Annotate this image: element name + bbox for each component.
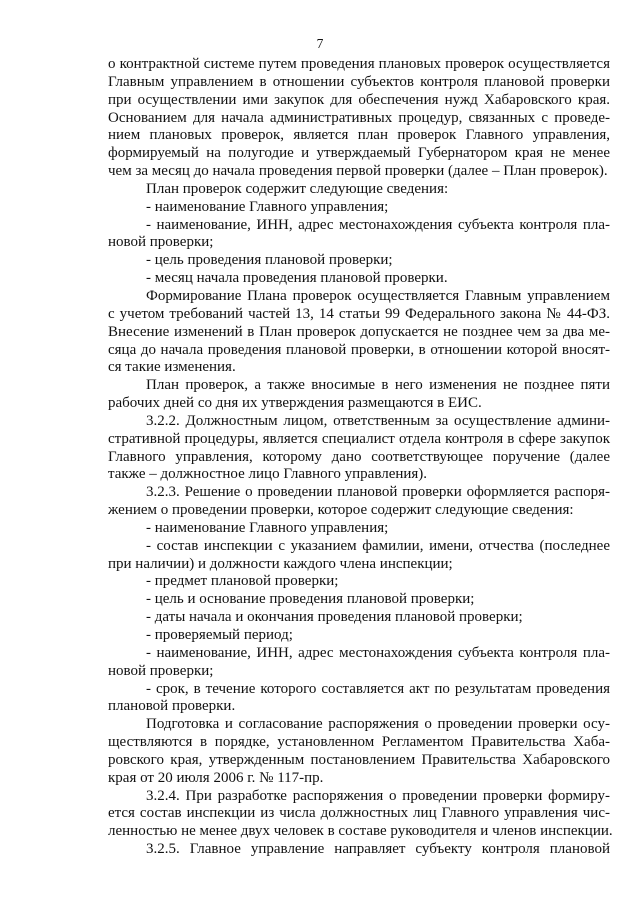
text-line: Главного управления, которому дано соответствующее поручение (далее	[108, 448, 610, 465]
text-line: плановой проверки.	[108, 698, 236, 715]
text-line: жением о проведении проверки, которое содержит следующие сведения:	[108, 502, 574, 519]
text-line: новой проверки;	[108, 234, 214, 251]
text-line: с учетом требований частей 13, 14 статьи 99 Федерального закона № 44-ФЗ.	[108, 305, 610, 322]
text-line: - даты начала и окончания проведения плановой проверки;	[146, 609, 523, 626]
text-line: - наименование Главного управления;	[146, 519, 389, 536]
text-line: при осуществлении ими закупок для обеспечения нужд Хабаровского края.	[108, 91, 610, 108]
text-line: 3.2.2. Должностным лицом, ответственным за осуществление админи-	[146, 412, 610, 429]
text-line: - цель и основание проведения плановой проверки;	[146, 591, 475, 608]
text-line: - месяц начала проведения плановой проверки.	[146, 270, 448, 287]
text-line: - срок, в течение которого составляется акт по результатам проведения	[146, 680, 610, 697]
text-line: ленностью не менее двух человек в составе руководителя и членов инспекции.	[108, 823, 613, 840]
text-line: План проверок, а также вносимые в него изменения не позднее пяти	[146, 377, 610, 394]
text-line: 3.2.3. Решение о проведении плановой проверки оформляется распоря-	[146, 484, 610, 501]
text-line: ровского края, утвержденным постановлением Правительства Хабаровского	[108, 751, 610, 768]
text-line: стративной процедуры, является специалист отдела контроля в сфере закупок	[108, 430, 610, 447]
text-line: Подготовка и согласование распоряжения о проведении проверки осу-	[146, 716, 610, 733]
text-line: ществляются в порядке, установленном Регламентом Правительства Хаба-	[108, 734, 610, 751]
text-line: Формирование Плана проверок осуществляется Главным управлением	[146, 287, 610, 304]
text-line: - наименование, ИНН, адрес местонахождения субъекта контроля пла-	[146, 216, 610, 233]
text-line: - цель проведения плановой проверки;	[146, 252, 393, 269]
text-line: ется состав инспекции из числа должностных лиц Главного управления чис-	[108, 805, 610, 822]
text-line: ся такие изменения.	[108, 359, 236, 376]
page-number: 7	[316, 36, 324, 51]
text-line: Внесение изменений в План проверок допускается не позднее чем за два ме-	[108, 323, 610, 340]
text-line: 3.2.5. Главное управление направляет субъекту контроля плановой	[146, 841, 610, 858]
text-line: - проверяемый период;	[146, 627, 293, 643]
text-line: 3.2.4. При разработке распоряжения о проведении проверки формиру-	[146, 787, 610, 804]
text-line: - наименование Главного управления;	[146, 198, 389, 215]
text-line: нием плановых проверок, является план проверок Главного управления,	[108, 127, 610, 144]
text-line: сяца до начала проведения плановой проверки, в отношении которой вносят-	[108, 341, 610, 358]
text-line: также – должностное лицо Главного управления).	[108, 466, 428, 483]
document-body	[108, 56, 613, 859]
text-line: - состав инспекции с указанием фамилии, имени, отчества (последнее	[146, 537, 610, 554]
text-line: формируемый на полугодие и утверждаемый Губернатором края не менее	[108, 145, 610, 162]
text-line: о контрактной системе путем проведения плановых проверок осуществляется	[108, 56, 610, 72]
text-line: План проверок содержит следующие сведения:	[146, 180, 449, 197]
text-line: чем за месяц до начала проведения первой проверки (далее – План проверок).	[108, 163, 608, 180]
text-line: при наличии) и должности каждого члена инспекции;	[108, 555, 453, 572]
text-line: Главным управлением в отношении субъектов контроля плановой проверки	[108, 73, 610, 90]
text-line: новой проверки;	[108, 662, 214, 679]
text-line: Основанием для начала административных процедур, связанных с проведе-	[108, 109, 610, 126]
text-line: рабочих дней со дня их утверждения размещаются в ЕИС.	[108, 395, 482, 412]
text-line: края от 20 июля 2006 г. № 117-пр.	[108, 769, 324, 786]
text-line: - предмет плановой проверки;	[146, 573, 339, 590]
text-line: - наименование, ИНН, адрес местонахождения субъекта контроля пла-	[146, 644, 610, 661]
